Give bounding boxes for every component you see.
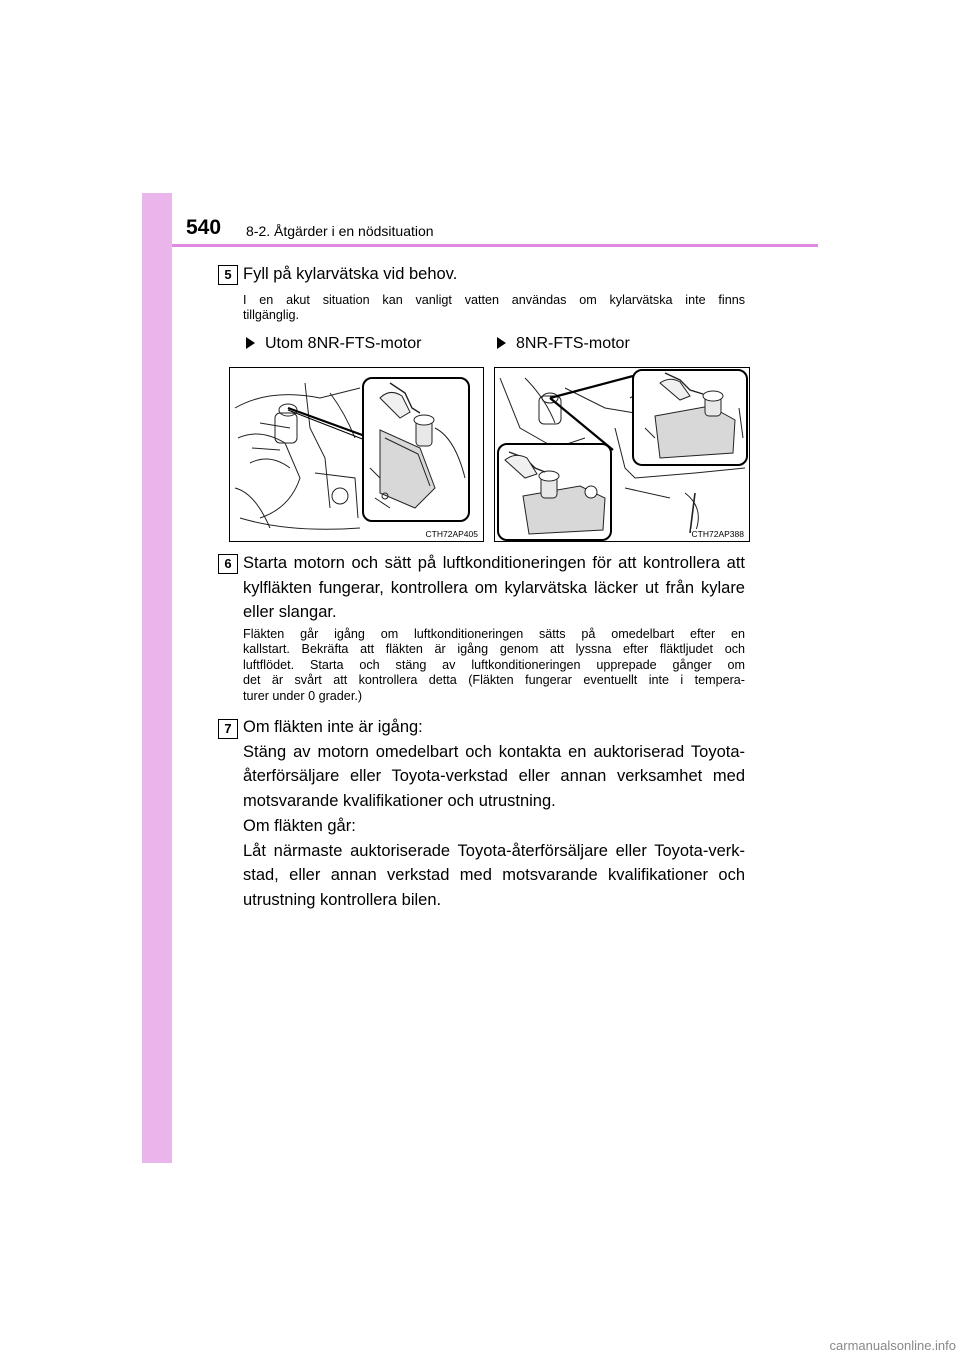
step-6-note-line: Fläkten går igång om luftkonditioneringen sätts på omedelbart efter en — [243, 627, 745, 641]
triangle-bullet-icon — [246, 337, 255, 349]
step-7-alt-line: utrustning kontrollera bilen. — [243, 890, 442, 909]
step-6-note-line: kallstart. Bekräfta att fläkten är igång genom att lyssna efter fläktljudet och — [243, 642, 745, 657]
chapter-sidebar-tab — [142, 193, 172, 1163]
figure-code-left: CTH72AP405 — [425, 529, 478, 539]
step-5-note-line: I en akut situation kan vanligt vatten användas om kylarvätska inte finns — [243, 293, 745, 307]
variant-label-left: Utom 8NR-FTS-motor — [246, 334, 421, 354]
header-divider — [172, 244, 818, 247]
step-5-line: Fyll på kylarvätska vid behov. — [243, 265, 458, 283]
step-7-line: Stäng av motorn omedelbart och kontakta en auktoriserad Toyota- — [243, 742, 745, 761]
step-7-line: Om fläkten inte är igång: — [243, 718, 423, 736]
step-7-alt-line: Om fläkten går: — [243, 817, 356, 835]
step-6-line: kylfläkten fungerar, kontrollera om kylarvätska läcker ut från kylare — [243, 578, 745, 597]
step-7-alt-line: stad, eller annan verkstad med motsvarande kvalifikationer och — [243, 866, 745, 884]
step-7-alt-line: Låt närmaste auktoriserade Toyota-återförsäljare eller Toyota-verk- — [243, 841, 745, 860]
step-6-note-line: det är svårt att kontrollera detta (Fläkten fungerar eventuellt inte i tempera- — [243, 673, 745, 688]
page-number: 540 — [186, 216, 222, 239]
engine-figure-left — [229, 367, 484, 542]
step-6-line: eller slangar. — [243, 603, 337, 621]
watermark: carmanualsonline.info — [829, 1338, 956, 1353]
engine-figure-right — [494, 367, 750, 542]
step-5-note-line: tillgänglig. — [243, 308, 300, 323]
step-number-7: 7 — [218, 719, 238, 739]
step-7-line: återförsäljare eller Toyota-verkstad eller annan verksamhet med — [243, 767, 745, 785]
variant-label-right: 8NR-FTS-motor — [497, 334, 630, 354]
step-6-note-line: luftflödet. Starta och stäng av luftkonditioneringen upprepade gånger om — [243, 657, 745, 672]
step-6-line: Starta motorn och sätt på luftkonditioneringen för att kontrollera att — [243, 554, 745, 572]
step-6-instruction — [243, 551, 745, 625]
engine-bay-illustration-right — [495, 368, 750, 542]
step-6-note — [243, 627, 745, 704]
section-title: 8-2. Åtgärder i en nödsituation — [246, 223, 434, 239]
figure-code-right: CTH72AP388 — [691, 529, 744, 539]
step-7-line: motsvarande kvalifikationer och utrustning. — [243, 791, 556, 810]
step-5-note — [243, 293, 745, 324]
triangle-bullet-icon — [497, 337, 506, 349]
step-number-5: 5 — [218, 265, 238, 285]
step-5-instruction — [243, 262, 745, 287]
step-7-instruction-alt — [243, 814, 745, 912]
engine-bay-illustration-left — [230, 368, 484, 542]
step-6-note-line: turer under 0 grader.) — [243, 688, 363, 703]
step-number-6: 6 — [218, 554, 238, 574]
step-7-instruction — [243, 715, 745, 813]
